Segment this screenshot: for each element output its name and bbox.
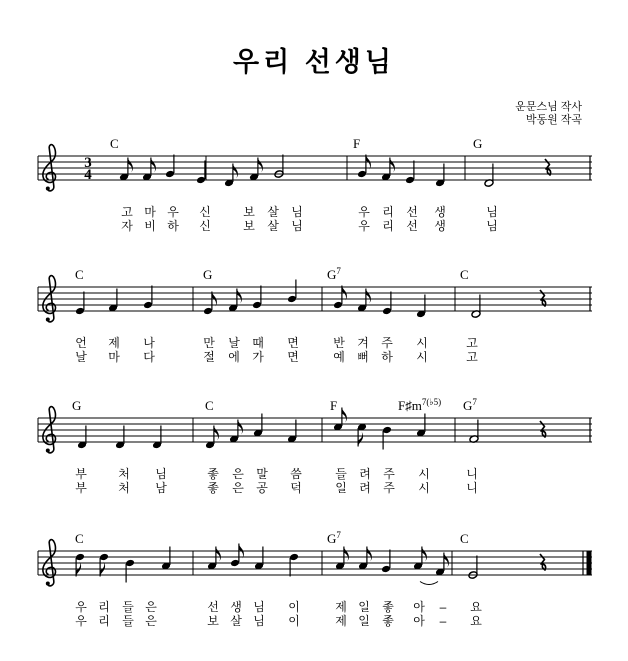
lyric-syllable: 예 (333, 350, 345, 364)
lyric-syllable: 일 (358, 614, 370, 628)
lyric-syllable: 려 (359, 481, 371, 495)
lyric-syllable: 이 (288, 614, 300, 628)
quarter-rest (545, 159, 551, 175)
lyric-syllable: 씀 (290, 467, 302, 481)
lyric-syllable: 생 (434, 205, 446, 219)
lyric-syllable: 주 (383, 467, 395, 481)
lyric-syllable: 제 (335, 614, 347, 628)
chord-symbol: $G^7$ (327, 266, 341, 282)
lyric-syllable: 부 (75, 467, 87, 481)
lyric-syllable: 비 (144, 219, 156, 233)
lyric-syllable: 리 (382, 205, 394, 219)
time-signature-beats: 3 (84, 155, 92, 171)
tie-arc (420, 582, 438, 585)
lyric-syllable: 우 (167, 205, 179, 219)
lyric-syllable: 겨 (357, 336, 369, 350)
eighth-flag (444, 553, 449, 568)
lyric-syllable: 고 (121, 205, 133, 219)
eighth-flag (128, 158, 133, 173)
lyric-syllable: 선 (207, 600, 219, 614)
eighth-flag (358, 432, 363, 447)
eighth-flag (422, 547, 427, 562)
chord-symbol: $F♯m^{7(♭5)}$ (398, 397, 442, 413)
composer-credit: 박동원 작곡 (525, 114, 582, 126)
lyric-syllable: 우 (358, 219, 370, 233)
lyric-syllable: 날 (75, 350, 87, 364)
lyric-syllable: 공 (256, 481, 268, 495)
lyric-syllable: 고 (466, 350, 478, 364)
eighth-flag (344, 547, 349, 562)
lyric-syllable: 나 (143, 336, 155, 350)
eighth-flag (258, 158, 263, 173)
lyric-syllable: 면 (287, 336, 299, 350)
lyric-syllable: 자 (121, 219, 133, 233)
lyric-syllable: 선 (406, 205, 418, 219)
eighth-flag (342, 408, 347, 423)
quarter-rest (540, 554, 546, 570)
lyric-syllable: 우 (358, 205, 370, 219)
chord-symbol: G (203, 267, 213, 282)
lyric-syllable: 살 (267, 219, 279, 233)
lyric-syllable: 님 (253, 614, 265, 628)
lyric-syllable: 보 (243, 219, 255, 233)
lyric-syllable: 은 (145, 600, 157, 614)
lyric-syllable: 보 (207, 614, 219, 628)
lyric-syllable: 살 (267, 205, 279, 219)
lyric-syllable: 주 (381, 336, 393, 350)
eighth-flag (366, 289, 371, 304)
eighth-flag (367, 547, 372, 562)
eighth-flag (390, 158, 395, 173)
lyric-syllable: 좋 (382, 614, 394, 628)
eighth-flag (214, 426, 219, 441)
lyric-syllable: 좋 (382, 600, 394, 614)
lyric-syllable: 시 (416, 336, 428, 350)
chord-symbol: C (75, 267, 84, 282)
lyric-syllable: – (439, 614, 447, 628)
lyric-syllable: 님 (155, 467, 167, 481)
lyric-syllable: 면 (287, 350, 299, 364)
chord-symbol: $G^7$ (327, 530, 341, 546)
lyric-syllable: 주 (383, 481, 395, 495)
lyric-syllable: 살 (230, 614, 242, 628)
lyric-syllable: 시 (418, 481, 430, 495)
lyric-syllable: 다 (143, 350, 155, 364)
lyric-syllable: 님 (291, 205, 303, 219)
lyric-syllable: 시 (418, 467, 430, 481)
lyric-syllable: 처 (118, 467, 130, 481)
lyric-syllable: 처 (118, 481, 130, 495)
lyric-syllable: 덕 (290, 481, 302, 495)
lyric-syllable: 우 (75, 614, 87, 628)
lyric-syllable: 아 (413, 600, 425, 614)
lyric-syllable: 들 (122, 614, 134, 628)
chord-symbol: C (460, 267, 469, 282)
lyric-syllable: 이 (288, 600, 300, 614)
lyric-syllable: 신 (199, 205, 211, 219)
lyric-syllable: 에 (228, 350, 240, 364)
chord-symbol: C (205, 398, 214, 413)
song-title: 우리 선생님 (233, 47, 395, 77)
chord-symbol: C (75, 531, 84, 546)
lyric-syllable: 뻐 (357, 350, 369, 364)
lyric-syllable: 가 (252, 350, 264, 364)
eighth-flag (238, 420, 243, 435)
chord-symbol: F (353, 136, 361, 151)
lyric-syllable: 아 (413, 614, 425, 628)
lyric-syllable: 하 (381, 350, 393, 364)
lyric-syllable: 님 (253, 600, 265, 614)
lyric-syllable: 들 (122, 600, 134, 614)
lyric-syllable: 우 (75, 600, 87, 614)
final-barline-thick (587, 551, 592, 575)
lyric-syllable: 때 (252, 336, 264, 350)
chord-symbol: C (110, 136, 119, 151)
lyric-syllable: 요 (470, 614, 482, 628)
lyric-syllable: 생 (434, 219, 446, 233)
eighth-flag (237, 289, 242, 304)
lyric-syllable: 날 (228, 336, 240, 350)
lyric-syllable: 은 (232, 481, 244, 495)
time-signature-unit: 4 (84, 167, 92, 183)
lyric-syllable: 고 (466, 336, 478, 350)
chord-symbol: C (460, 531, 469, 546)
eighth-flag (233, 164, 238, 179)
lyric-syllable: 하 (167, 219, 179, 233)
lyric-syllable: 님 (291, 219, 303, 233)
eighth-flag (151, 158, 156, 173)
lyric-syllable: 생 (230, 600, 242, 614)
lyric-syllable: 제 (335, 600, 347, 614)
lyric-syllable: 은 (145, 614, 157, 628)
lyric-syllable: 제 (108, 336, 120, 350)
eighth-flag (216, 547, 221, 562)
lyric-syllable: 반 (333, 336, 345, 350)
lyric-syllable: 부 (75, 481, 87, 495)
quarter-rest (540, 290, 546, 306)
lyric-syllable: 려 (359, 467, 371, 481)
lyric-syllable: 언 (75, 336, 87, 350)
lyric-syllable: 님 (486, 205, 498, 219)
lyric-syllable: 신 (199, 219, 211, 233)
lyric-syllable: 마 (108, 350, 120, 364)
lyric-syllable: 시 (416, 350, 428, 364)
lyric-syllable: 말 (256, 467, 268, 481)
lyric-syllable: 만 (203, 336, 215, 350)
lyric-syllable: – (439, 600, 447, 614)
lyric-syllable: 님 (486, 219, 498, 233)
lyric-syllable: 요 (470, 600, 482, 614)
chord-symbol: G (473, 136, 483, 151)
quarter-rest (540, 421, 546, 437)
lyricist-credit: 운문스님 작사 (515, 101, 582, 113)
lyric-syllable: 일 (358, 600, 370, 614)
lyric-syllable: 리 (98, 600, 110, 614)
lyric-syllable: 선 (406, 219, 418, 233)
lyric-syllable: 은 (232, 467, 244, 481)
lyric-syllable: 니 (466, 481, 478, 495)
lyric-syllable: 보 (243, 205, 255, 219)
lyric-syllable: 마 (144, 205, 156, 219)
lyric-syllable: 리 (382, 219, 394, 233)
lyric-syllable: 리 (98, 614, 110, 628)
chord-symbol: F (330, 398, 338, 413)
lyric-syllable: 좋 (207, 467, 219, 481)
chord-symbol: G (72, 398, 82, 413)
lyric-syllable: 니 (466, 467, 478, 481)
lyric-syllable: 좋 (207, 481, 219, 495)
chord-symbol: $G^7$ (463, 397, 477, 413)
lyric-syllable: 절 (203, 350, 215, 364)
lyric-syllable: 일 (335, 481, 347, 495)
lyric-syllable: 남 (155, 481, 167, 495)
lyric-syllable: 들 (335, 467, 347, 481)
